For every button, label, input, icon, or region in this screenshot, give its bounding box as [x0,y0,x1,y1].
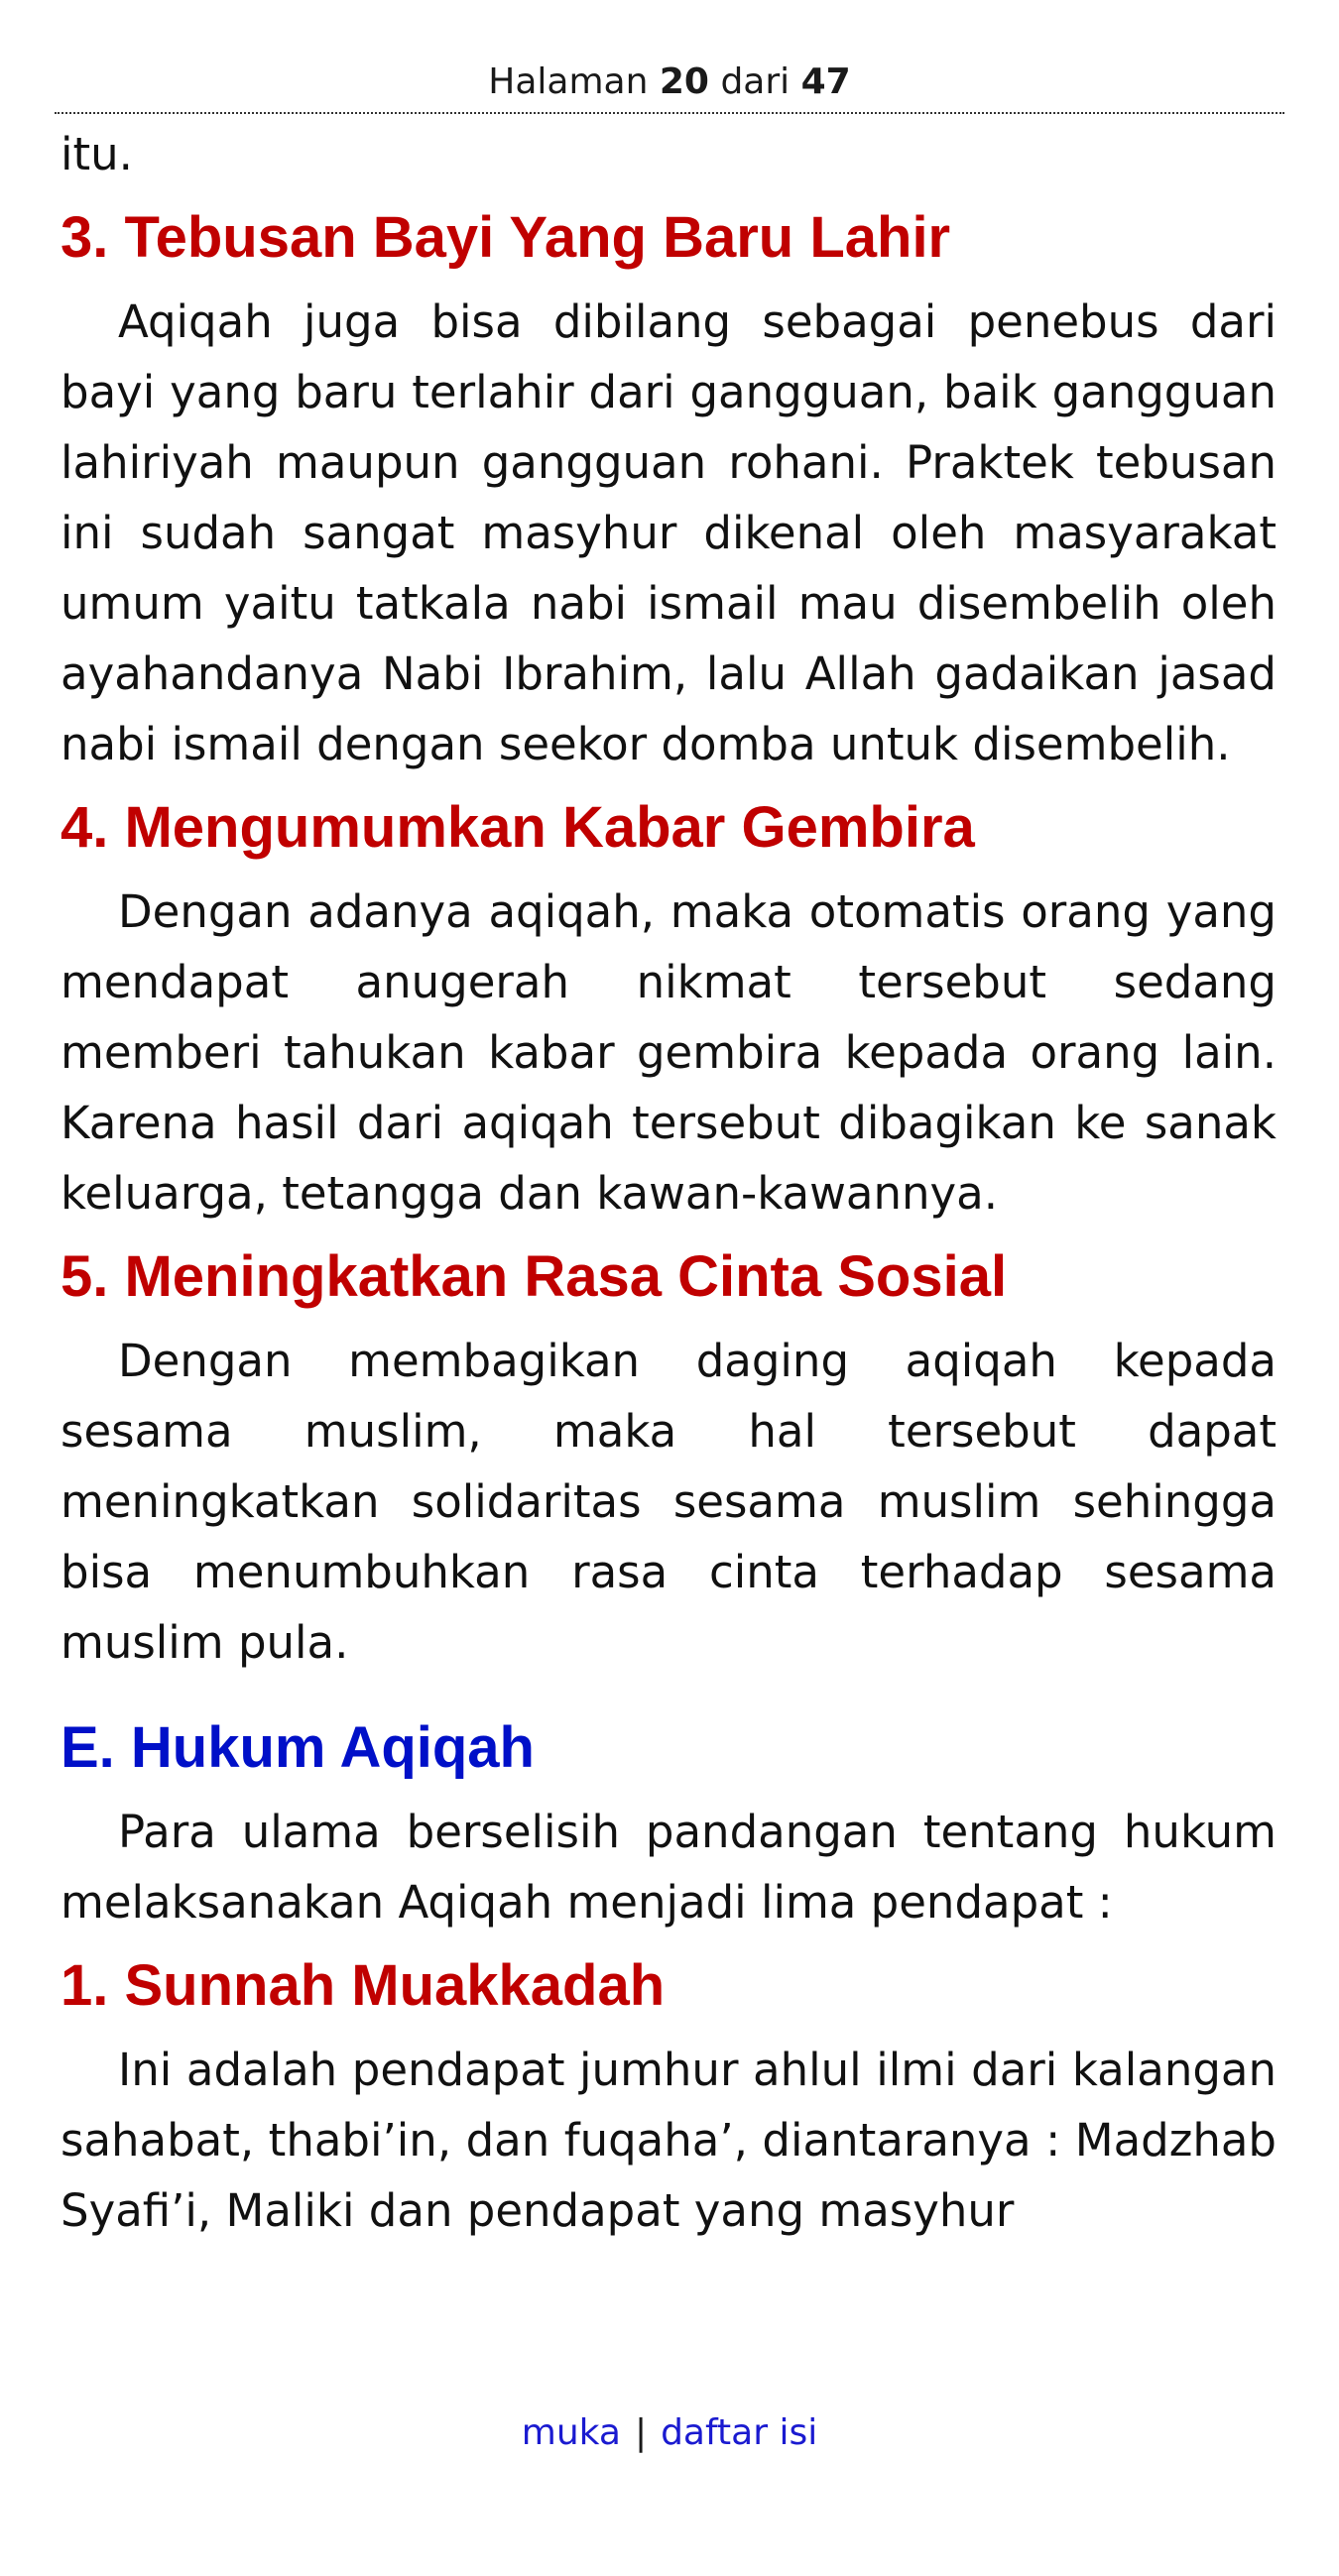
section-body-kabar-gembira: Dengan adanya aqiqah, maka otomatis orang yang mendapat anugerah nikmat tersebut sedang memberi tahukan kabar gembira kepada orang lain. Karena hasil dari aqiqah tersebut dibagikan ke sanak keluarga, tetangga dan kawan-kawannya. [61,885,1277,1220]
section-body-cinta-sosial: Dengan membagikan daging aqiqah kepada sesama muslim, maka hal tersebut dapat meningkatkan solidaritas sesama muslim sehingga bisa menumbuhkan rasa cinta terhadap sesama muslim pula. [61,1335,1277,1669]
section-heading-kabar-gembira: 4. Mengumumkan Kabar Gembira [61,795,975,860]
continuation-text: itu. [61,128,133,180]
chapter-intro: Para ulama berselisih pandangan tentang hukum melaksanakan Aqiqah menjadi lima pendapat : [61,1806,1277,1929]
page-label: Halaman [488,61,649,102]
chapter-heading-hukum-aqiqah: E. Hukum Aqiqah [61,1715,535,1780]
footer-separator: | [634,2412,648,2453]
section-body-tebusan: Aqiqah juga bisa dibilang sebagai penebus dari bayi yang baru terlahir dari gangguan, baik gangguan lahiriyah maupun gangguan rohani. Praktek tebusan ini sudah sangat masyhur dikenal oleh masyarakat umum yaitu tatkala nabi ismail mau disembelih oleh ayahandanya Nabi Ibrahim, lalu Allah gadaikan jasad nabi ismail dengan seekor domba untuk disembelih. [61,295,1277,770]
home-link[interactable]: muka [521,2412,621,2453]
page-footer [0,2409,1339,2457]
page-header [55,55,1284,114]
page-of-label: dari [720,61,791,102]
section-heading-sunnah-muakkadah: 1. Sunnah Muakkadah [61,1953,666,2018]
table-of-contents-link[interactable]: daftar isi [661,2412,818,2453]
section-heading-cinta-sosial: 5. Meningkatkan Rasa Cinta Sosial [61,1244,1008,1309]
total-pages-number: 47 [800,61,851,102]
page-content [61,119,1277,2246]
section-body-sunnah-muakkadah: Ini adalah pendapat jumhur ahlul ilmi dari kalangan sahabat, thabi’in, dan fuqaha’, diantaranya : Madzhab Syafi’i, Maliki dan pendapat yang masyhur [61,2044,1277,2237]
current-page-number: 20 [659,61,709,102]
section-heading-tebusan: 3. Tebusan Bayi Yang Baru Lahir [61,205,951,270]
